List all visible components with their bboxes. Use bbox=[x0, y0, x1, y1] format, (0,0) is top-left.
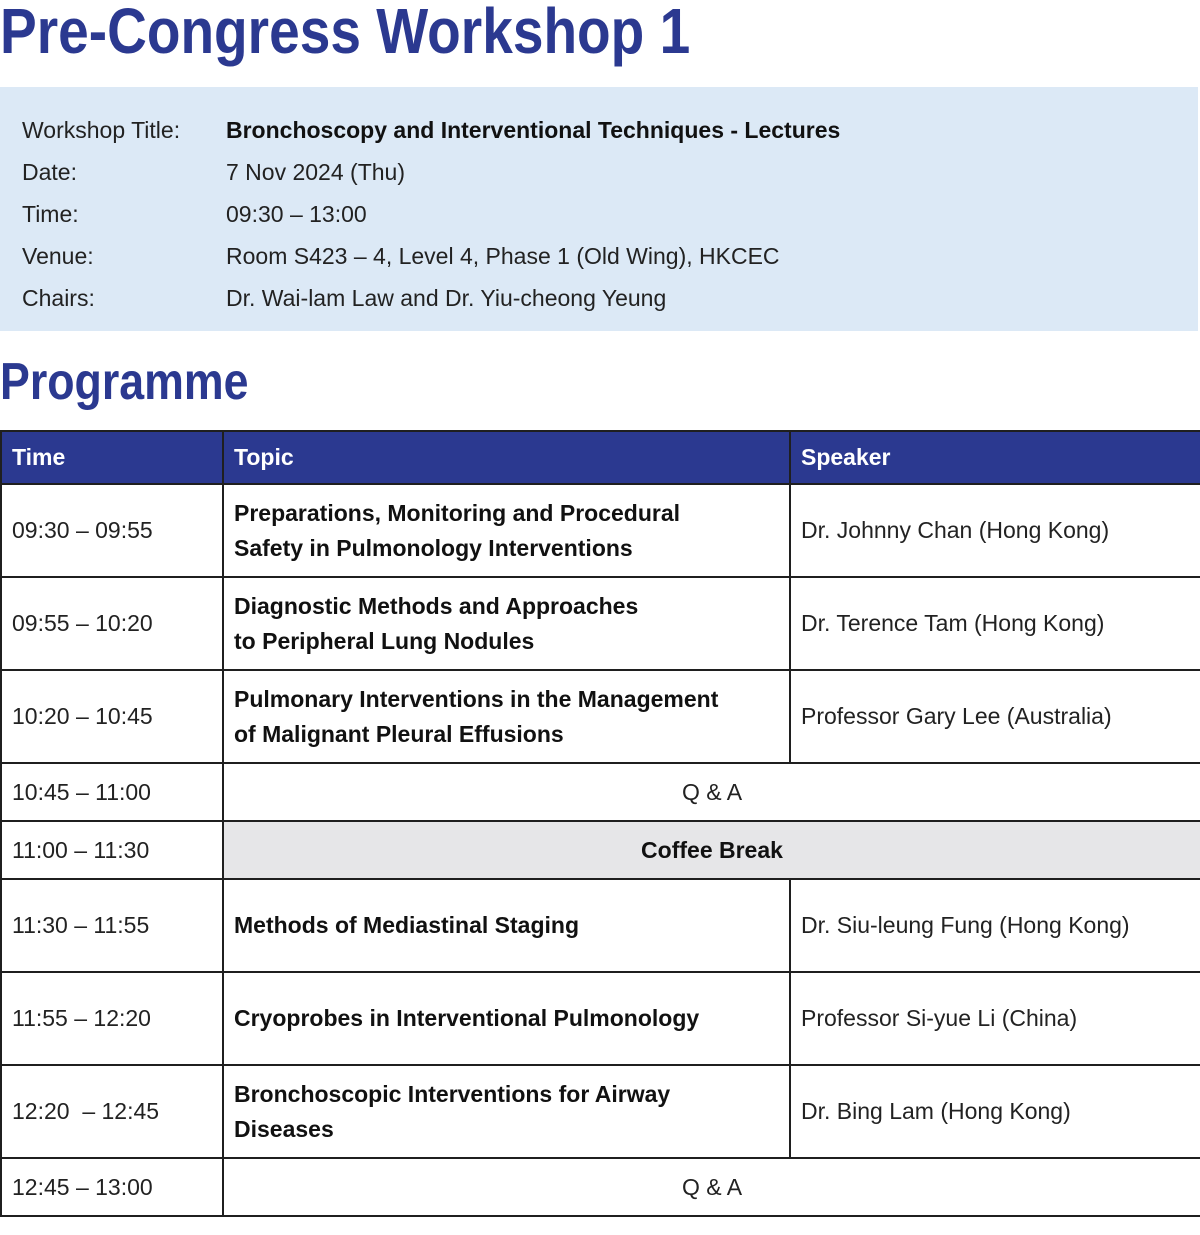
info-label: Date: bbox=[22, 159, 77, 185]
programme-heading: Programme bbox=[0, 353, 249, 411]
table-row bbox=[1, 879, 1200, 972]
table-row bbox=[1, 1158, 1200, 1216]
topic-line: Cryoprobes in Interventional Pulmonology bbox=[234, 1005, 700, 1031]
info-label: Time: bbox=[22, 201, 79, 227]
qa-session: Q & A bbox=[223, 1158, 1200, 1216]
workshop-info-panel bbox=[0, 87, 1198, 331]
table-row bbox=[1, 1065, 1200, 1158]
session-speaker: Professor Gary Lee (Australia) bbox=[790, 670, 1200, 763]
session-time: 10:20 – 10:45 bbox=[1, 670, 223, 763]
workshop-title-value: Bronchoscopy and Interventional Techniques - Lectures bbox=[226, 117, 841, 143]
session-time: 12:45 – 13:00 bbox=[1, 1158, 223, 1216]
topic-line: Pulmonary Interventions in the Management bbox=[234, 685, 719, 712]
time-value: 09:30 – 13:00 bbox=[226, 201, 367, 227]
programme-table bbox=[0, 430, 1200, 1217]
table-row bbox=[1, 821, 1200, 879]
qa-session: Q & A bbox=[223, 763, 1200, 821]
session-topic bbox=[223, 484, 790, 577]
table-row bbox=[1, 763, 1200, 821]
session-speaker: Dr. Johnny Chan (Hong Kong) bbox=[790, 484, 1200, 577]
session-time: 11:55 – 12:20 bbox=[1, 972, 223, 1065]
session-speaker: Dr. Bing Lam (Hong Kong) bbox=[790, 1065, 1200, 1158]
topic-line: Bronchoscopic Interventions for Airway bbox=[234, 1080, 671, 1107]
page-title: Pre-Congress Workshop 1 bbox=[0, 0, 691, 67]
session-topic bbox=[223, 577, 790, 670]
info-label: Chairs: bbox=[22, 285, 95, 311]
session-speaker: Dr. Siu-leung Fung (Hong Kong) bbox=[790, 879, 1200, 972]
session-time: 10:45 – 11:00 bbox=[1, 763, 223, 821]
column-header-speaker: Speaker bbox=[790, 431, 1200, 484]
session-time: 12:20 – 12:45 bbox=[1, 1065, 223, 1158]
table-row bbox=[1, 577, 1200, 670]
table-row bbox=[1, 972, 1200, 1065]
session-topic bbox=[223, 670, 790, 763]
column-header-time: Time bbox=[1, 431, 223, 484]
session-topic bbox=[223, 879, 790, 972]
session-time: 09:55 – 10:20 bbox=[1, 577, 223, 670]
info-label: Workshop Title: bbox=[22, 117, 181, 143]
session-time: 11:00 – 11:30 bbox=[1, 821, 223, 879]
topic-line: Diagnostic Methods and Approaches bbox=[234, 592, 639, 619]
topic-line: to Peripheral Lung Nodules bbox=[234, 627, 535, 654]
session-time: 09:30 – 09:55 bbox=[1, 484, 223, 577]
coffee-break: Coffee Break bbox=[223, 821, 1200, 879]
column-header-topic: Topic bbox=[223, 431, 790, 484]
topic-line: Methods of Mediastinal Staging bbox=[234, 912, 580, 938]
date-value: 7 Nov 2024 (Thu) bbox=[226, 159, 405, 185]
info-label: Venue: bbox=[22, 243, 94, 269]
session-time: 11:30 – 11:55 bbox=[1, 879, 223, 972]
session-topic bbox=[223, 1065, 790, 1158]
session-speaker: Professor Si-yue Li (China) bbox=[790, 972, 1200, 1065]
topic-line: Preparations, Monitoring and Procedural bbox=[234, 499, 681, 526]
topic-line: of Malignant Pleural Effusions bbox=[234, 720, 564, 747]
chairs-value: Dr. Wai-lam Law and Dr. Yiu-cheong Yeung bbox=[226, 285, 667, 311]
session-speaker: Dr. Terence Tam (Hong Kong) bbox=[790, 577, 1200, 670]
topic-line: Safety in Pulmonology Interventions bbox=[234, 534, 633, 561]
table-row bbox=[1, 484, 1200, 577]
session-topic bbox=[223, 972, 790, 1065]
venue-value: Room S423 – 4, Level 4, Phase 1 (Old Wing), HKCEC bbox=[226, 243, 780, 269]
table-row bbox=[1, 670, 1200, 763]
topic-line: Diseases bbox=[234, 1115, 334, 1142]
table-header-row bbox=[1, 431, 1200, 484]
